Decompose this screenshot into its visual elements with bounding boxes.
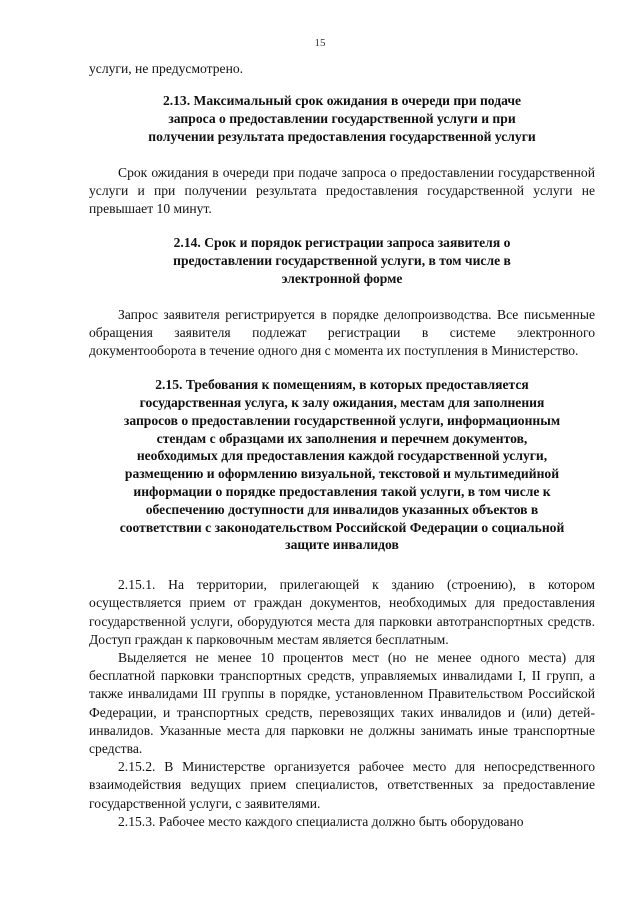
intro-text: услуги, не предусмотрено. <box>89 61 244 76</box>
heading-line: 2.15. Требования к помещениям, в которых предоставляется <box>155 377 529 393</box>
heading-line: государственная услуга, к залу ожидания, местам для заполнения <box>139 395 545 410</box>
paragraph-2-15-1: 2.15.1. На территории, прилегающей к зданию (строению), в котором осуществляется прием от граждан документов, необходимых для предоставления государственной услуги, оборудуются места для парковки автотранспортных средств. Доступ граждан к парковочным местам является бесплатным. <box>89 577 595 647</box>
heading-line: стендам с образцами их заполнения и перечнем документов, <box>156 430 528 446</box>
section-2-13-heading <box>112 92 572 145</box>
heading-line: 2.13. Максимальный срок ожидания в очереди при подаче <box>162 93 522 109</box>
paragraph-2-15-2: 2.15.2. В Министерстве организуется рабочее место для непосредственного взаимодействия ведущих прием специалистов, ответственных за предоставление государственной услуги, с заявителями. <box>89 759 595 811</box>
heading-line: защите инвалидов <box>285 537 399 553</box>
heading-line: 2.14. Срок и порядок регистрации запроса заявителя о <box>173 235 511 251</box>
section-2-13-paragraph: Срок ожидания в очереди при подаче запроса о предоставлении государственной услуги и при получении результата предоставления государственной услуги не превышает 10 минут. <box>89 164 595 216</box>
heading-line: запроса о предоставлении государственной услуги и при <box>168 111 516 126</box>
paragraph-parking-disabled: Выделяется не менее 10 процентов мест (но не менее одного места) для бесплатной парковки транспортных средств, управляемых инвалидами I, II групп, а также инвалидами III группы в порядке, установленном Правительством Российской Федерации, и транспортных средств, перевозящих таких инвалидов и (или) детей-инвалидов. Указанные места для парковки не должны занимать иные транспортные средства. <box>89 649 595 756</box>
section-2-15-heading <box>89 376 595 554</box>
heading-line: запросов о предоставлении государственной услуги, информационным <box>123 412 561 428</box>
heading-line: соответствии с законодательством Российской Федерации о социальной <box>119 519 565 535</box>
heading-line: получении результата предоставления государственной услуги <box>148 128 536 144</box>
heading-line: размещению и оформлению визуальной, текстовой и мультимедийной <box>124 466 560 482</box>
page-number: 15 <box>314 37 326 49</box>
heading-line: электронной форме <box>281 270 403 286</box>
heading-line: предоставлении государственной услуги, в том числе в <box>173 253 511 268</box>
paragraph-2-15-3: 2.15.3. Рабочее место каждого специалиста должно быть оборудовано <box>118 813 524 829</box>
section-2-14-heading <box>112 234 572 287</box>
section-2-14-paragraph: Запрос заявителя регистрируется в порядке делопроизводства. Все письменные обращения заявителя подлежат регистрации в системе электронного документооборота в течение одного дня с момента их поступления в Министерство. <box>89 306 595 358</box>
heading-line: информации о порядке предоставления такой услуги, в том числе к <box>133 483 551 499</box>
document-body <box>89 60 595 831</box>
heading-line: необходимых для предоставления каждой государственной услуги, <box>136 448 548 464</box>
heading-line: обеспечению доступности для инвалидов указанных объектов в <box>145 501 539 517</box>
